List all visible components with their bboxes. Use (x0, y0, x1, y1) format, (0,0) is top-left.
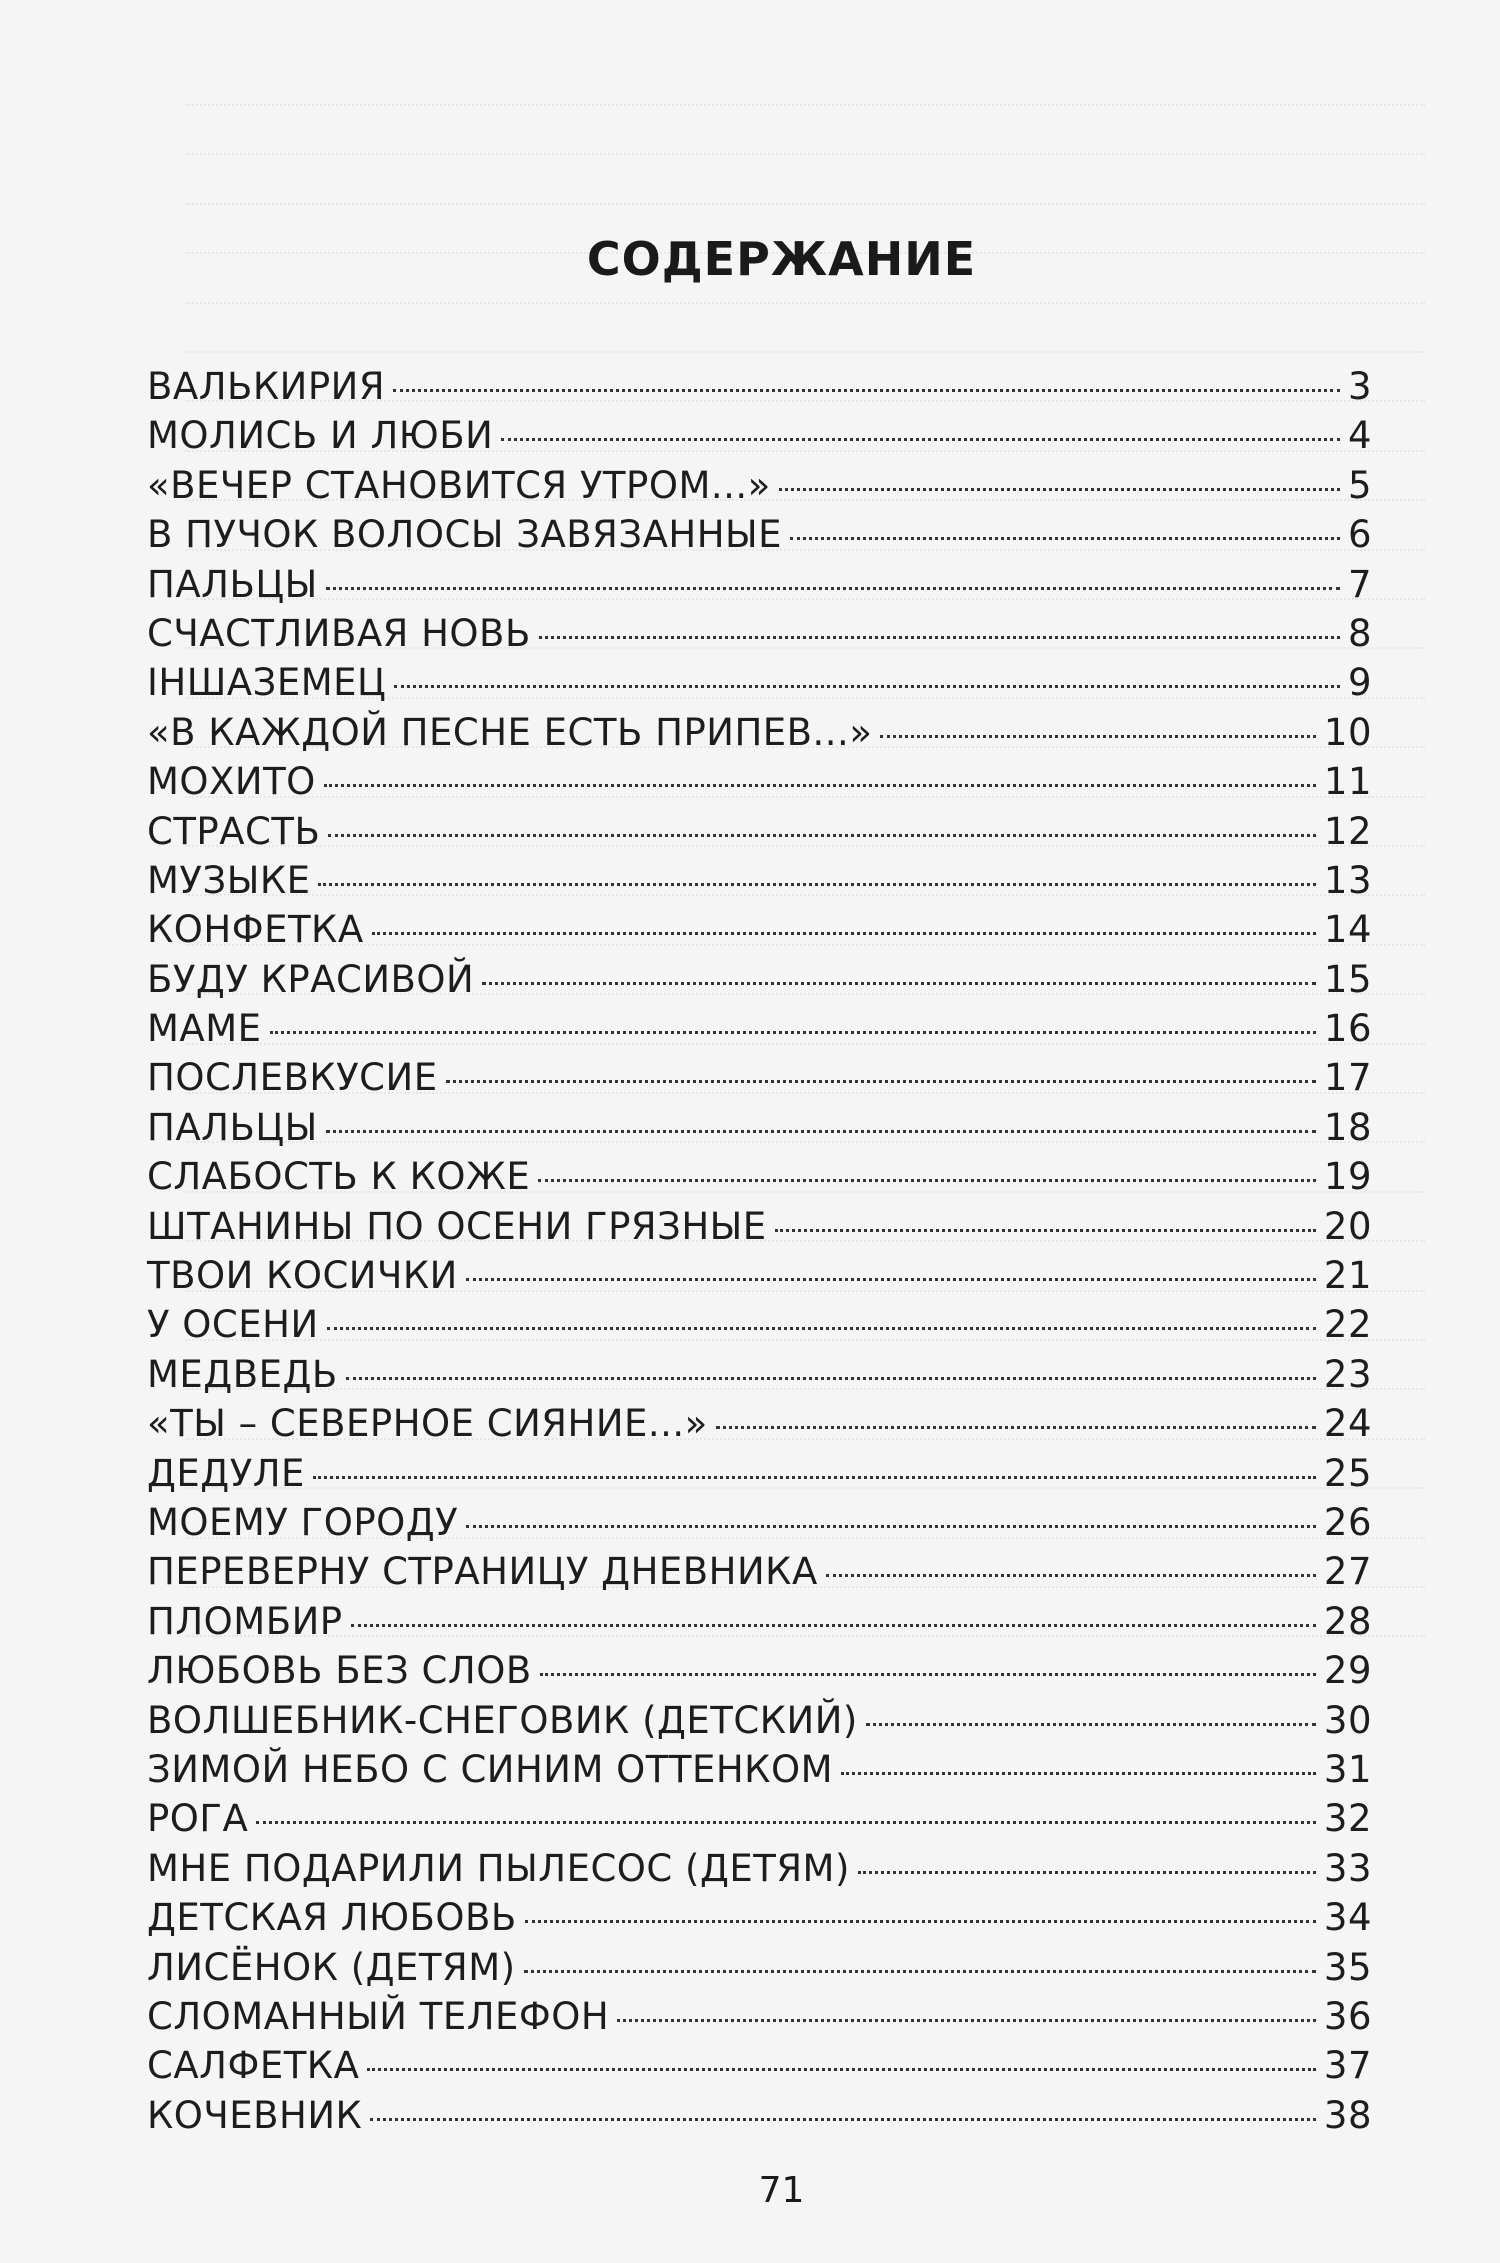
dot-leader (328, 834, 1316, 837)
dot-leader (482, 982, 1316, 985)
toc-entry-page-number: 15 (1323, 957, 1372, 1001)
toc-entry (147, 711, 1372, 760)
dot-leader (326, 587, 1340, 590)
dot-leader (393, 389, 1340, 392)
dot-leader (446, 1080, 1316, 1083)
toc-entry (147, 513, 1372, 562)
bleed-through-line (185, 317, 1425, 353)
dot-leader (617, 2019, 1316, 2022)
toc-entry-page-number: 19 (1323, 1155, 1372, 1199)
toc-entry-title: ШТАНИНЫ ПО ОСЕНИ ГРЯЗНЫЕ (147, 1204, 767, 1248)
dot-leader (880, 735, 1315, 738)
toc-entry-title: МОЛИСЬ И ЛЮБИ (147, 414, 494, 458)
toc-entry-page-number: 22 (1323, 1303, 1372, 1347)
toc-entry-title: ВОЛШЕБНИК-СНЕГОВИК (ДЕТСКИЙ) (147, 1698, 858, 1742)
toc-entry (147, 810, 1372, 859)
toc-entry (147, 1896, 1372, 1945)
page-number: 71 (758, 2170, 805, 2211)
toc-entry (147, 760, 1372, 809)
dot-leader (326, 1130, 1316, 1133)
dot-leader (270, 1031, 1316, 1034)
toc-entry (147, 1600, 1372, 1649)
toc-entry-page-number: 10 (1323, 710, 1372, 754)
toc-entry (147, 1995, 1372, 2044)
toc-entry-page-number: 16 (1323, 1007, 1372, 1051)
toc-entry-title: КОНФЕТКА (147, 908, 364, 952)
toc-entry-title: «ВЕЧЕР СТАНОВИТСЯ УТРОМ...» (147, 463, 771, 507)
toc-entry-title: «ТЫ – СЕВЕРНОЕ СИЯНИЕ...» (147, 1402, 708, 1446)
toc-entry (147, 1699, 1372, 1748)
dot-leader (539, 636, 1340, 639)
toc-entry-title: ЛИСЁНОК (ДЕТЯМ) (147, 1945, 516, 1989)
toc-entry (147, 1501, 1372, 1550)
toc-entry-title: СТРАСТЬ (147, 809, 321, 853)
toc-entry (147, 2094, 1372, 2143)
toc-entry-title: ПЕРЕВЕРНУ СТРАНИЦУ ДНЕВНИКА (147, 1550, 818, 1594)
toc-entry-page-number: 12 (1323, 809, 1372, 853)
toc-entry-page-number: 23 (1323, 1352, 1372, 1396)
toc-entry-page-number: 36 (1323, 1994, 1372, 2038)
dot-leader (370, 2118, 1316, 2121)
toc-entry-page-number: 8 (1347, 611, 1372, 655)
toc-entry-title: В ПУЧОК ВОЛОСЫ ЗАВЯЗАННЫЕ (147, 513, 783, 557)
toc-entry-page-number: 5 (1347, 463, 1372, 507)
toc-entry-page-number: 33 (1323, 1846, 1372, 1890)
toc-entry-title: СЛОМАННЫЙ ТЕЛЕФОН (147, 1994, 610, 2038)
toc-entry-title: ПОСЛЕВКУСИЕ (147, 1056, 438, 1100)
toc-entry-title: МАМЕ (147, 1007, 262, 1051)
toc-entry-title: МОХИТО (147, 760, 316, 804)
toc-entry-page-number: 26 (1323, 1500, 1372, 1544)
toc-entry (147, 1254, 1372, 1303)
dot-leader (841, 1772, 1316, 1775)
toc-entry-title: СЧАСТЛИВАЯ НОВЬ (147, 611, 531, 655)
toc-entry-page-number: 29 (1323, 1649, 1372, 1693)
table-of-contents (147, 365, 1372, 2143)
toc-entry-page-number: 7 (1347, 562, 1372, 606)
dot-leader (716, 1426, 1316, 1429)
toc-entry (147, 1353, 1372, 1402)
dot-leader (466, 1525, 1316, 1528)
toc-entry (147, 1748, 1372, 1797)
toc-entry (147, 661, 1372, 710)
toc-entry-title: ПАЛЬЦЫ (147, 1105, 318, 1149)
bleed-through-line (185, 70, 1425, 106)
dot-leader (525, 1920, 1316, 1923)
toc-entry-page-number: 24 (1323, 1402, 1372, 1446)
dot-leader (501, 438, 1340, 441)
dot-leader (540, 1673, 1316, 1676)
toc-entry (147, 612, 1372, 661)
toc-entry (147, 958, 1372, 1007)
dot-leader (346, 1377, 1316, 1380)
dot-leader (327, 1327, 1316, 1330)
toc-entry-page-number: 21 (1323, 1254, 1372, 1298)
bleed-through-line (185, 169, 1425, 205)
dot-leader (538, 1179, 1316, 1182)
toc-entry-page-number: 35 (1323, 1945, 1372, 1989)
dot-leader (790, 537, 1340, 540)
toc-entry-page-number: 6 (1347, 513, 1372, 557)
dot-leader (524, 1970, 1316, 1973)
toc-entry (147, 1452, 1372, 1501)
toc-entry (147, 1847, 1372, 1896)
toc-entry (147, 859, 1372, 908)
toc-entry-title: МНЕ ПОДАРИЛИ ПЫЛЕСОС (ДЕТЯМ) (147, 1846, 850, 1890)
toc-entry-page-number: 34 (1323, 1896, 1372, 1940)
toc-entry (147, 414, 1372, 463)
dot-leader (313, 1476, 1316, 1479)
toc-entry-title: ІНШАЗЕМЕЦ (147, 661, 387, 705)
toc-entry (147, 464, 1372, 513)
toc-entry-title: КОЧЕВНИК (147, 2093, 363, 2137)
toc-entry-title: ПАЛЬЦЫ (147, 562, 318, 606)
toc-entry-title: ТВОИ КОСИЧКИ (147, 1254, 458, 1298)
toc-entry (147, 1946, 1372, 1995)
toc-entry-page-number: 4 (1347, 414, 1372, 458)
page-title: СОДЕРЖАНИЕ (586, 232, 977, 286)
toc-entry-page-number: 20 (1323, 1204, 1372, 1248)
toc-entry-title: РОГА (147, 1797, 249, 1841)
toc-entry (147, 1303, 1372, 1352)
dot-leader (324, 784, 1316, 787)
toc-entry-page-number: 28 (1323, 1599, 1372, 1643)
dot-leader (779, 488, 1340, 491)
toc-entry-title: У ОСЕНИ (147, 1303, 319, 1347)
dot-leader (466, 1278, 1316, 1281)
toc-entry-title: ПЛОМБИР (147, 1599, 343, 1643)
toc-entry (147, 365, 1372, 414)
dot-leader (394, 685, 1340, 688)
dot-leader (256, 1821, 1316, 1824)
dot-leader (866, 1723, 1316, 1726)
toc-entry-page-number: 30 (1323, 1698, 1372, 1742)
toc-entry-page-number: 32 (1323, 1797, 1372, 1841)
toc-entry-page-number: 25 (1323, 1451, 1372, 1495)
toc-entry-title: ЛЮБОВЬ БЕЗ СЛОВ (147, 1649, 532, 1693)
toc-entry (147, 1106, 1372, 1155)
toc-entry-page-number: 31 (1323, 1747, 1372, 1791)
toc-entry-page-number: 18 (1323, 1105, 1372, 1149)
toc-entry (147, 1649, 1372, 1698)
dot-leader (372, 932, 1316, 935)
toc-entry (147, 1056, 1372, 1105)
toc-entry-title: ДЕТСКАЯ ЛЮБОВЬ (147, 1896, 517, 1940)
toc-entry-page-number: 27 (1323, 1550, 1372, 1594)
toc-entry-page-number: 37 (1323, 2044, 1372, 2088)
toc-entry-page-number: 17 (1323, 1056, 1372, 1100)
toc-entry-title: МЕДВЕДЬ (147, 1352, 338, 1396)
dot-leader (318, 883, 1315, 886)
toc-entry (147, 1205, 1372, 1254)
toc-entry (147, 1402, 1372, 1451)
toc-entry-title: ВАЛЬКИРИЯ (147, 365, 386, 408)
toc-entry-page-number: 3 (1347, 365, 1372, 408)
dot-leader (826, 1574, 1316, 1577)
toc-entry-title: САЛФЕТКА (147, 2044, 360, 2088)
toc-entry-title: МУЗЫКЕ (147, 858, 311, 902)
toc-entry-title: МОЕМУ ГОРОДУ (147, 1500, 459, 1544)
dot-leader (858, 1871, 1316, 1874)
dot-leader (367, 2068, 1316, 2071)
toc-entry (147, 908, 1372, 957)
toc-entry-page-number: 13 (1323, 858, 1372, 902)
toc-entry (147, 2044, 1372, 2093)
toc-entry (147, 563, 1372, 612)
toc-entry-title: БУДУ КРАСИВОЙ (147, 957, 475, 1001)
toc-entry (147, 1797, 1372, 1846)
toc-entry (147, 1007, 1372, 1056)
toc-entry-page-number: 11 (1323, 760, 1372, 804)
toc-entry (147, 1155, 1372, 1204)
bleed-through-line (185, 119, 1425, 155)
toc-entry-title: «В КАЖДОЙ ПЕСНЕ ЕСТЬ ПРИПЕВ...» (147, 710, 873, 754)
toc-entry-title: ЗИМОЙ НЕБО С СИНИМ ОТТЕНКОМ (147, 1747, 833, 1791)
toc-entry-title: ДЕДУЛЕ (147, 1451, 305, 1495)
dot-leader (351, 1624, 1316, 1627)
toc-entry-page-number: 14 (1323, 908, 1372, 952)
toc-entry (147, 1550, 1372, 1599)
dot-leader (775, 1229, 1316, 1232)
toc-entry-page-number: 9 (1347, 661, 1372, 705)
toc-entry-title: СЛАБОСТЬ К КОЖЕ (147, 1155, 531, 1199)
toc-entry-page-number: 38 (1323, 2093, 1372, 2137)
